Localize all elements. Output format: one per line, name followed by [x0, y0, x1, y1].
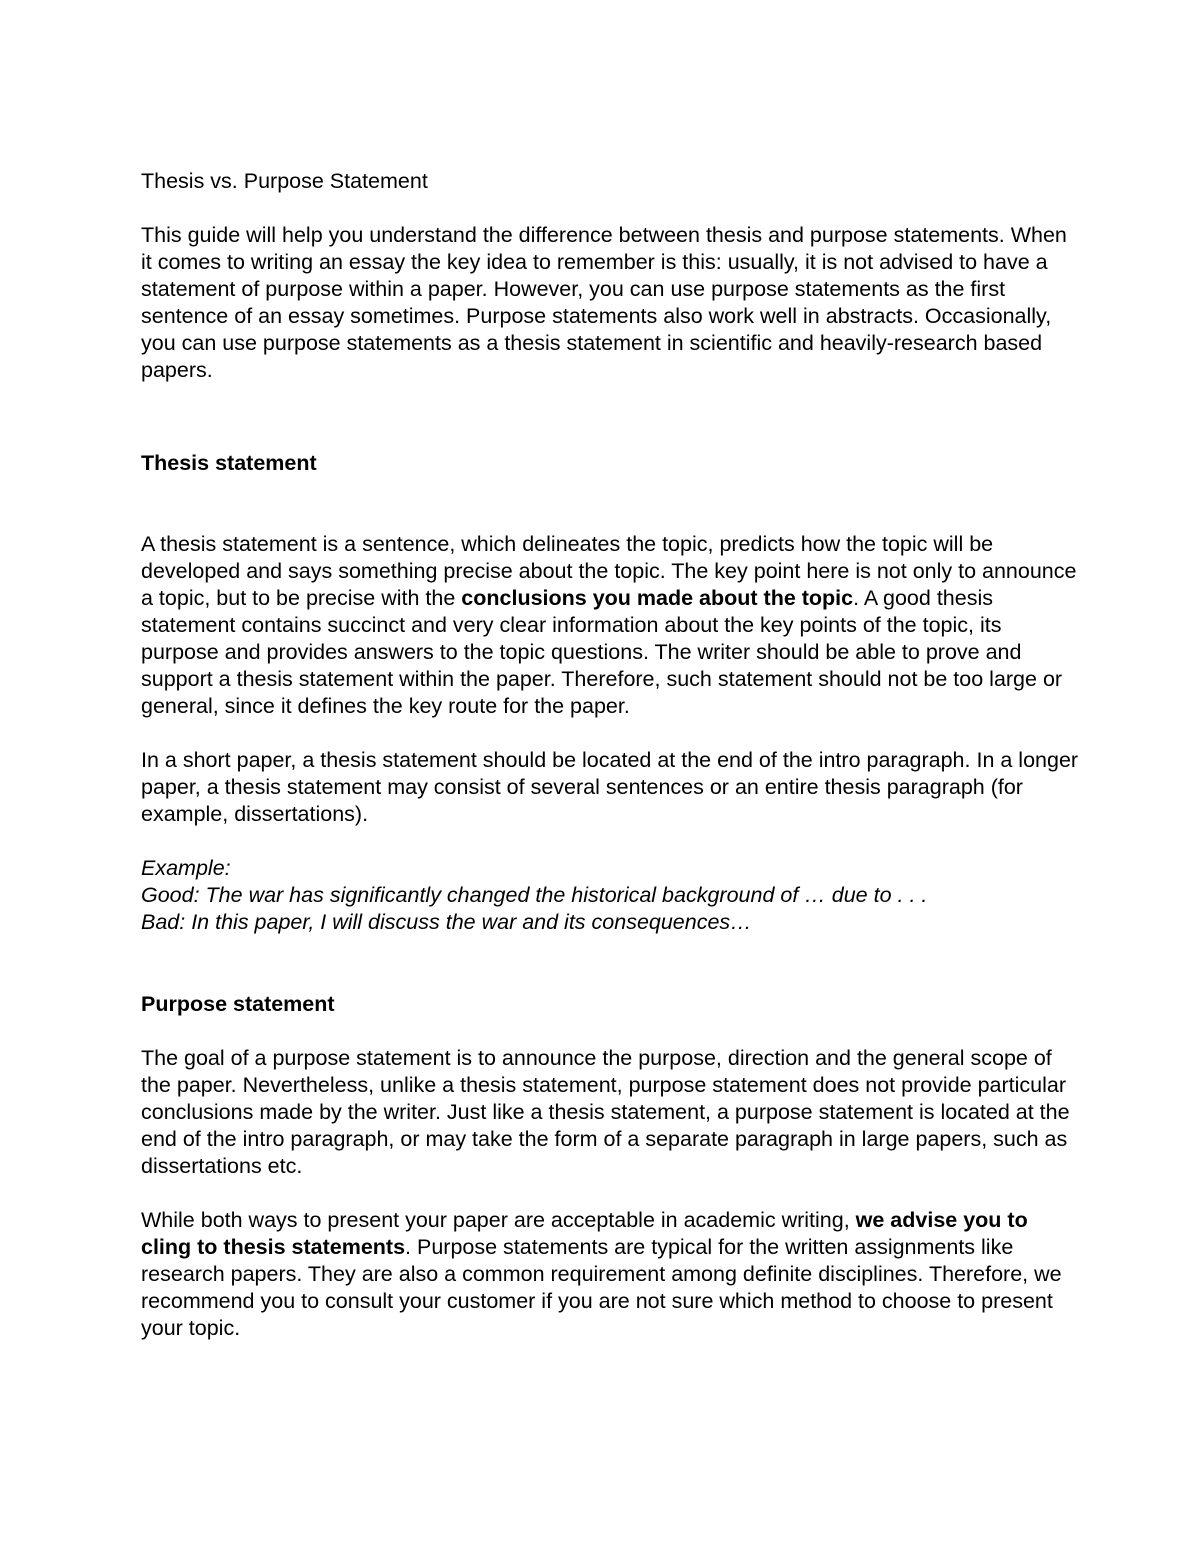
- thesis-paragraph-1-text-end: . A good thesis statement contains succinct and very clear information about the key points of the topic, its purpose and provides answers to the topic questions. The writer should be able to prove and support a thesis statement within the paper. Therefore, such statement should not be too large or general, since it defines the key route for the paper.: [141, 586, 1063, 718]
- purpose-paragraph-2-text-start: While both ways to present your paper are acceptable in academic writing,: [141, 1208, 856, 1232]
- example-label: Example:: [141, 856, 231, 880]
- purpose-paragraph-2-text-end: . Purpose statements are typical for the written assignments like research papers. They are also a common requirement among definite disciplines. Therefore, we recommend you to consult your customer if you are not sure which method to choose to present your topic.: [141, 1235, 1062, 1340]
- intro-paragraph: This guide will help you understand the difference between thesis and purpose statements. When it comes to writing an essay the key idea to remember is this: usually, it is not advised to have a statement of purpose within a paper. However, you can use purpose statements as the first sentence of an essay sometimes. Purpose statements also work well in abstracts. Occasionally, you can use purpose statements as a thesis statement in scientific and heavily-research based papers.: [141, 223, 1067, 382]
- document-title: Thesis vs. Purpose Statement: [141, 169, 428, 193]
- thesis-paragraph-1-text-start: A thesis statement is a sentence, which delineates the topic, predicts how the topic will be developed and says something precise about the topic. The key point here is not only to announce a topic, but to be precise with the: [141, 532, 1077, 610]
- purpose-section-heading: Purpose statement: [141, 992, 335, 1016]
- purpose-paragraph-2: [141, 1207, 1081, 1342]
- thesis-paragraph-2: In a short paper, a thesis statement should be located at the end of the intro paragraph. In a longer paper, a thesis statement may consist of several sentences or an entire thesis paragraph (for example, dissertations).: [141, 748, 1079, 826]
- purpose-paragraph-1: The goal of a purpose statement is to announce the purpose, direction and the general scope of the paper. Nevertheless, unlike a thesis statement, purpose statement does not provide particular conclusions made by the writer. Just like a thesis statement, a purpose statement is located at the end of the intro paragraph, or may take the form of a separate paragraph in large papers, such as dissertations etc.: [141, 1046, 1070, 1178]
- document-page: [141, 168, 1081, 1369]
- thesis-section-heading: Thesis statement: [141, 451, 317, 475]
- thesis-paragraph-1: [141, 531, 1081, 720]
- thesis-paragraph-1-emphasis: conclusions you made about the topic: [461, 586, 854, 610]
- example-bad: Bad: In this paper, I will discuss the war and its consequences…: [141, 910, 752, 934]
- example-good: Good: The war has significantly changed the historical background of … due to . . .: [141, 883, 928, 907]
- purpose-paragraph-2-emphasis: we advise you to cling to thesis statements: [141, 1208, 1028, 1259]
- thesis-example-block: [141, 855, 1081, 936]
